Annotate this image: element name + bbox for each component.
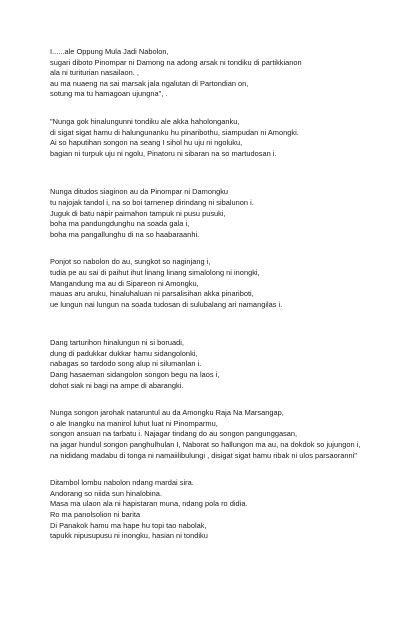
poem-line: o ale Inangku na manirol luhut luat ni Pinomparmu, xyxy=(50,418,218,428)
poem-line: Nunga songon jarohak nataruntul au da Amongku Raja Na Marsangap, xyxy=(50,408,284,418)
poem-line: bagian ni turpuk uju ni ngolu, Pinatoru ni sibaran na so martudosan i. xyxy=(50,148,277,158)
poem-line: Ro ma panolsolion ni barita xyxy=(50,510,141,519)
stanza-6 xyxy=(50,408,390,461)
poem-line: Juguk di batu napir paimahon tampuk ni pusu pusuki, xyxy=(50,208,226,218)
poem-line: Masa ma ulaon ala ni hapistaran muna, ndang pola ro didia. xyxy=(50,499,248,509)
poem-line: "Nunga gok hinalungunni tondiku ale akka haholonganku, xyxy=(50,116,240,126)
poem-line: au ma nuaeng na sai marsak jala ngalutan di Partondian on, xyxy=(50,78,249,88)
stanza-1 xyxy=(50,47,390,100)
poem-line: mauas aru aruku, hinaluhaluan ni parsalisihan akka pinariboti, xyxy=(50,289,254,299)
poem-line: Ai so haputihan songon na seang I sihol hu uju ni ngoluku, xyxy=(50,138,243,148)
poem-line: sugari diboto Pinompar ni Damong na adong arsak ni tondiku di partikkianon xyxy=(50,57,302,67)
poem-line: boha ma pandungdunghu na soada gala i, xyxy=(50,219,190,229)
stanza-7 xyxy=(50,478,390,542)
stanza-2 xyxy=(50,117,390,159)
poem-line: Dang tarturihon hinalungun ni si boruadi, xyxy=(50,338,184,348)
stanza-3 xyxy=(50,187,390,240)
poem-line: ala ni turiturian nasailaon. , xyxy=(50,68,139,78)
poem-line: Ditambol lombu nabolon ndang mardai sira. xyxy=(50,478,194,488)
stanza-5 xyxy=(50,338,390,391)
poem-line: I......ale Oppung Mula Jadi Nabolon, xyxy=(50,47,169,56)
poem-line: songon ansuan na tarbatu i. Najagar tindang do au songon pangunggasan, xyxy=(50,429,298,439)
poem-body xyxy=(50,47,390,542)
poem-line: dung di padukkar dukkar hamu sidangolonki, xyxy=(50,348,198,358)
poem-line: Nunga ditudos siaginon au da Pinompar ni Damongku xyxy=(50,187,229,197)
poem-line: tapukk nipusupusu ni inongku, hasian ni tondiku xyxy=(50,531,208,541)
poem-line: Mangandung ma au di Sipareon ni Amongku, xyxy=(50,278,199,288)
poem-line: nabagas so tardodo song alup ni silumanlan i. xyxy=(50,359,202,369)
poem-line: tu najojak tandol i, na so boi tarnenep dirindang ni sibalunon i. xyxy=(50,197,254,207)
poem-line: Dang hasaeman sidangolon songon begu na laos i, xyxy=(50,370,220,380)
poem-line: di sigat sigat hamu di halungunanku hu pinaribothu, siampudan ni Amongki. xyxy=(50,127,299,137)
poem-line: na nididang madabu di tonga ni namaiilibulungi , disigat sigat hamu ribak ni ulos parsaoranni" xyxy=(50,450,357,460)
poem-line: boha ma pangallunghu di na so haabaraanhi. xyxy=(50,229,200,239)
poem-line: Ponjot so nabolon do au, sungkot so naginjang i, xyxy=(50,257,211,267)
poem-line: ue lungun nai lungun na soada tudosan di sulubalang ari namangilas i. xyxy=(50,299,283,309)
poem-line: sotung ma tu hamagoan ujungna", . xyxy=(50,89,168,99)
poem-line: Andorang so niida sun hinalobina. xyxy=(50,488,163,498)
poem-line: tudia pe au sai di paihut ihut linang linang simalolong ni inongki, xyxy=(50,267,260,277)
poem-line: dohot siak ni bagi na ampe di abarangki. xyxy=(50,380,184,390)
poem-line: Di Panakok hamu ma hape hu topi tao nabolak, xyxy=(50,520,207,530)
stanza-4 xyxy=(50,257,390,310)
poem-line: na jagar hundul songon panghulhulan I, Naborat so hallungon ma au, na dokdok so jujungon i, xyxy=(50,440,361,450)
